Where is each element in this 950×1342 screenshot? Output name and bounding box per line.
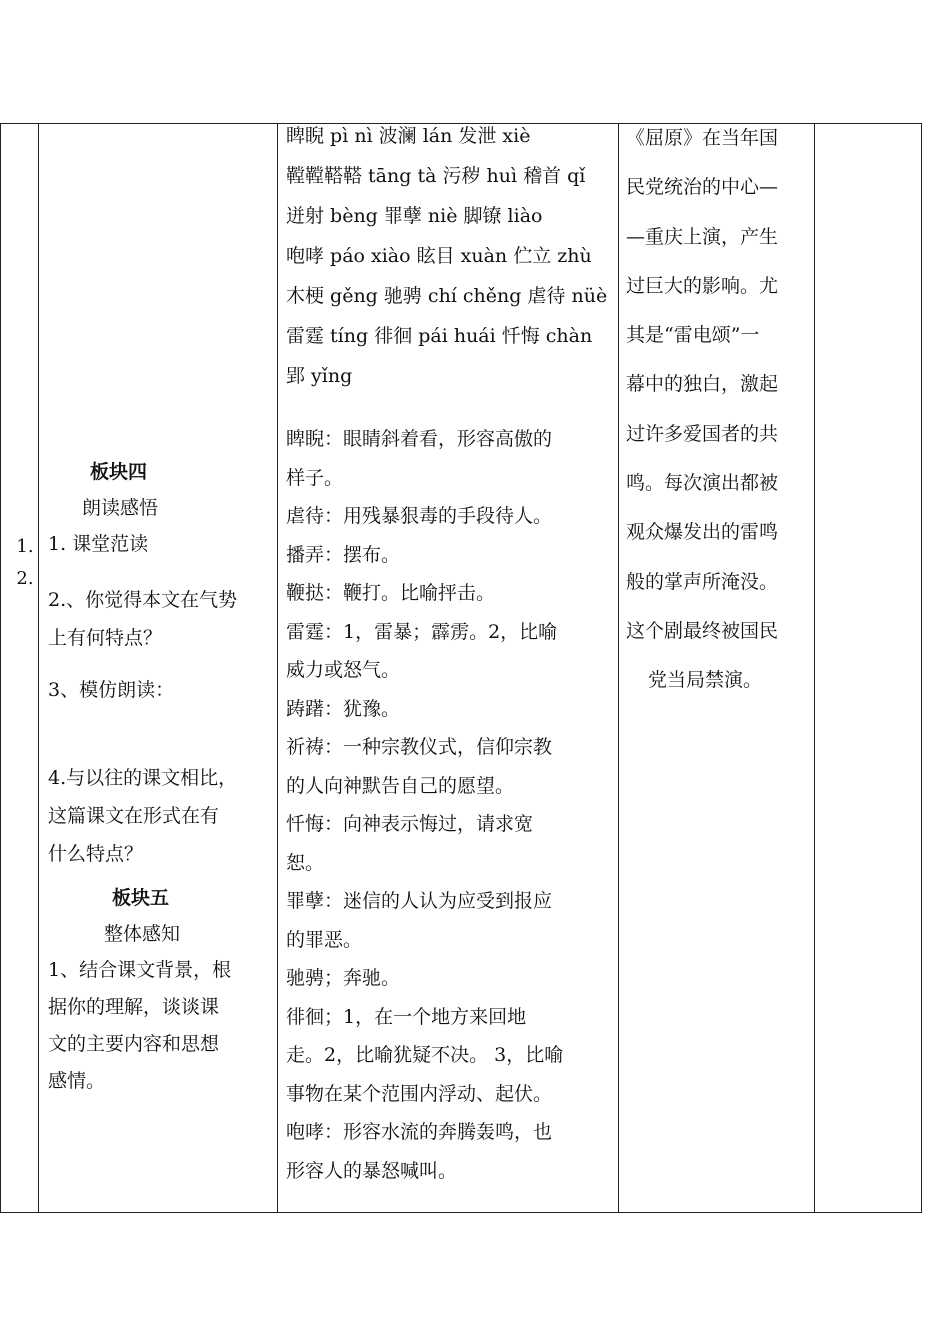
definition-line: 忏悔：向神表示悔过，请求宽 bbox=[286, 813, 534, 835]
activity-item-2-cont: 上有何特点？ bbox=[48, 627, 163, 649]
definition-line: 形容人的暴怒喊叫。 bbox=[286, 1159, 458, 1182]
activity-item-5-cont: 据你的理解，谈谈课 bbox=[48, 996, 220, 1018]
column-divider bbox=[618, 123, 619, 1213]
definition-line: 样子。 bbox=[286, 466, 344, 489]
block5-subtitle: 整体感知 bbox=[104, 923, 181, 945]
definition-line: 咆哮：形容水流的奔腾轰鸣，也 bbox=[286, 1121, 553, 1143]
activity-item-1: 1. 课堂范读 bbox=[48, 533, 149, 555]
background-notes bbox=[626, 125, 808, 717]
definition-line: 恕。 bbox=[286, 851, 325, 874]
block4-title: 板块四 bbox=[90, 461, 148, 483]
activity-item-5-cont: 文的主要内容和思想 bbox=[48, 1033, 220, 1055]
pinyin-line: 郢 yǐng bbox=[286, 365, 353, 387]
pinyin-line: 睥睨 pì nì 波澜 lán 发泄 xiè bbox=[286, 125, 531, 147]
activity-item-4-cont: 这篇课文在形式在有 bbox=[48, 805, 220, 827]
number-column bbox=[12, 531, 38, 595]
definition-line: 威力或怒气。 bbox=[286, 659, 401, 681]
activity-item-4-cont: 什么特点？ bbox=[48, 843, 144, 865]
activity-item-4: 4.与以往的课文相比， bbox=[48, 767, 238, 789]
block4-subtitle: 朗读感悟 bbox=[82, 497, 159, 519]
activity-column bbox=[48, 460, 270, 1106]
column-divider bbox=[277, 123, 278, 1213]
activity-item-5: 1、结合课文背景，根 bbox=[48, 959, 232, 981]
pinyin-line: 迸射 bèng 罪孽 niè 脚镣 liào bbox=[286, 205, 543, 227]
definition-line: 的人向神默告自己的愿望。 bbox=[286, 774, 515, 797]
note-line: 鸣。每次演出都被 bbox=[626, 472, 779, 495]
pinyin-line: 鞺鞺鞳鞳 tāng tà 污秽 huì 稽首 qǐ bbox=[286, 165, 586, 187]
definition-line: 播弄：摆布。 bbox=[286, 543, 401, 566]
note-line: 过巨大的影响。尤 bbox=[626, 274, 779, 297]
note-line: 党当局禁演。 bbox=[648, 669, 763, 692]
definition-line: 雷霆：1，雷暴；霹雳。2，比喻 bbox=[286, 620, 558, 643]
definition-line: 事物在某个范围内浮动、起伏。 bbox=[286, 1082, 553, 1105]
note-line: —重庆上演，产生 bbox=[626, 225, 779, 248]
pinyin-line: 雷霆 tíng 徘徊 pái huái 忏悔 chàn bbox=[286, 325, 593, 347]
pinyin-line: 木梗 gěng 驰骋 chí chěng 虐待 nüè bbox=[286, 285, 608, 307]
note-line: 观众爆发出的雷鸣 bbox=[626, 521, 779, 544]
note-line: 这个剧最终被国民 bbox=[626, 619, 779, 642]
definition-line: 鞭挞：鞭打。比喻抨击。 bbox=[286, 582, 496, 604]
block5-title: 板块五 bbox=[112, 887, 170, 909]
column-divider bbox=[814, 123, 815, 1213]
definition-line: 驰骋；奔驰。 bbox=[286, 967, 401, 989]
definition-line: 罪孽：迷信的人认为应受到报应 bbox=[286, 890, 553, 912]
note-line: 过许多爱国者的共 bbox=[626, 422, 779, 445]
note-line: 其是“雷电颂”一 bbox=[626, 324, 760, 347]
note-line: 般的掌声所淹没。 bbox=[626, 570, 779, 593]
activity-item-3: 3、模仿朗读： bbox=[48, 679, 175, 701]
pinyin-line: 咆哮 páo xiào 眩目 xuàn 伫立 zhù bbox=[286, 245, 592, 267]
pinyin-list bbox=[286, 124, 612, 404]
activity-item-2: 2.、你觉得本文在气势 bbox=[48, 589, 238, 611]
definition-line: 的罪恶。 bbox=[286, 928, 363, 951]
definition-line: 走。2，比喻犹疑不决。 3，比喻 bbox=[286, 1044, 564, 1066]
note-line: 民党统治的中心— bbox=[626, 176, 779, 199]
definition-line: 踌躇：犹豫。 bbox=[286, 697, 401, 720]
number-label: 2. bbox=[16, 568, 34, 589]
number-label: 1. bbox=[16, 536, 34, 557]
definition-list bbox=[286, 427, 612, 1197]
definition-line: 虐待：用残暴狠毒的手段待人。 bbox=[286, 505, 553, 527]
note-line: 《屈原》在当年国 bbox=[626, 127, 779, 149]
column-divider bbox=[38, 123, 39, 1213]
definition-line: 睥睨：眼睛斜着看，形容高傲的 bbox=[286, 428, 553, 450]
definition-line: 祈祷：一种宗教仪式，信仰宗教 bbox=[286, 736, 553, 758]
definition-line: 徘徊；1，在一个地方来回地 bbox=[286, 1005, 527, 1028]
note-line: 幕中的独白，激起 bbox=[626, 373, 779, 396]
activity-item-5-cont: 感情。 bbox=[48, 1070, 106, 1092]
